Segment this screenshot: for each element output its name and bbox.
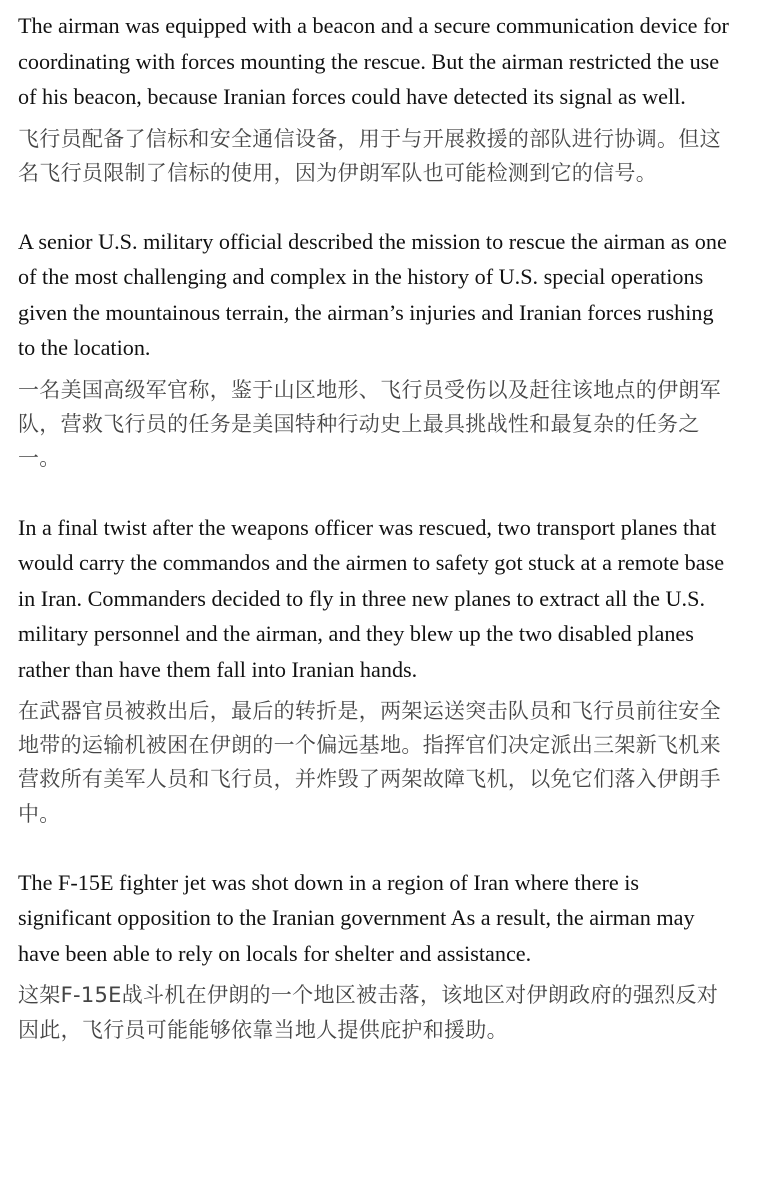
article-body (18, 8, 730, 1047)
chinese-paragraph: 飞行员配备了信标和安全通信设备，用于与开展救援的部队进行协调。但这名飞行员限制了信标的使用，因为伊朗军队也可能检测到它的信号。 (18, 126, 721, 185)
english-paragraph: In a final twist after the weapons officer was rescued, two transport planes that would carry the commandos and the airmen to safety got stuck at a remote base in Iran. Commanders decided to fly in three new planes to extract all the U.S. military personnel and the airman, and they blew up the two disabled planes rather than have them fall into Iranian hands. (18, 514, 725, 682)
paragraph-pair (18, 224, 730, 476)
paragraph-spacer (18, 476, 730, 510)
paragraph-pair (18, 8, 730, 190)
english-paragraph: The F-15E fighter jet was shot down in a region of Iran where there is significant opposition to the Iranian government As a result, the airman may have been able to rely on locals for shelter and assistance. (18, 869, 695, 966)
chinese-paragraph: 在武器官员被救出后，最后的转折是，两架运送突击队员和飞行员前往安全地带的运输机被困在伊朗的一个偏远基地。指挥官们决定派出三架新飞机来营救所有美军人员和飞行员，并炸毁了两架故障飞机，以免它们落入伊朗手中。 (18, 699, 721, 826)
english-paragraph: The airman was equipped with a beacon and a secure communication device for coordinating with forces mounting the rescue. But the airman restricted the use of his beacon, because Iranian forces could have detected its signal as well. (18, 13, 729, 109)
paragraph-spacer (18, 831, 730, 865)
chinese-paragraph: 一名美国高级军官称，鉴于山区地形、飞行员受伤以及赶往该地点的伊朗军队，营救飞行员的任务是美国特种行动史上最具挑战性和最复杂的任务之一。 (18, 377, 721, 471)
english-paragraph: A senior U.S. military official described the mission to rescue the airman as one of the most challenging and complex in the history of U.S. special operations given the mountainous terrain, the airman’s injuries and Iranian forces rushing to the location. (18, 228, 727, 361)
chinese-paragraph: 这架F-15E战斗机在伊朗的一个地区被击落，该地区对伊朗政府的强烈反对因此，飞行员可能能够依靠当地人提供庇护和援助。 (18, 983, 719, 1042)
paragraph-spacer (18, 190, 730, 224)
paragraph-pair (18, 510, 730, 831)
paragraph-pair (18, 865, 730, 1047)
